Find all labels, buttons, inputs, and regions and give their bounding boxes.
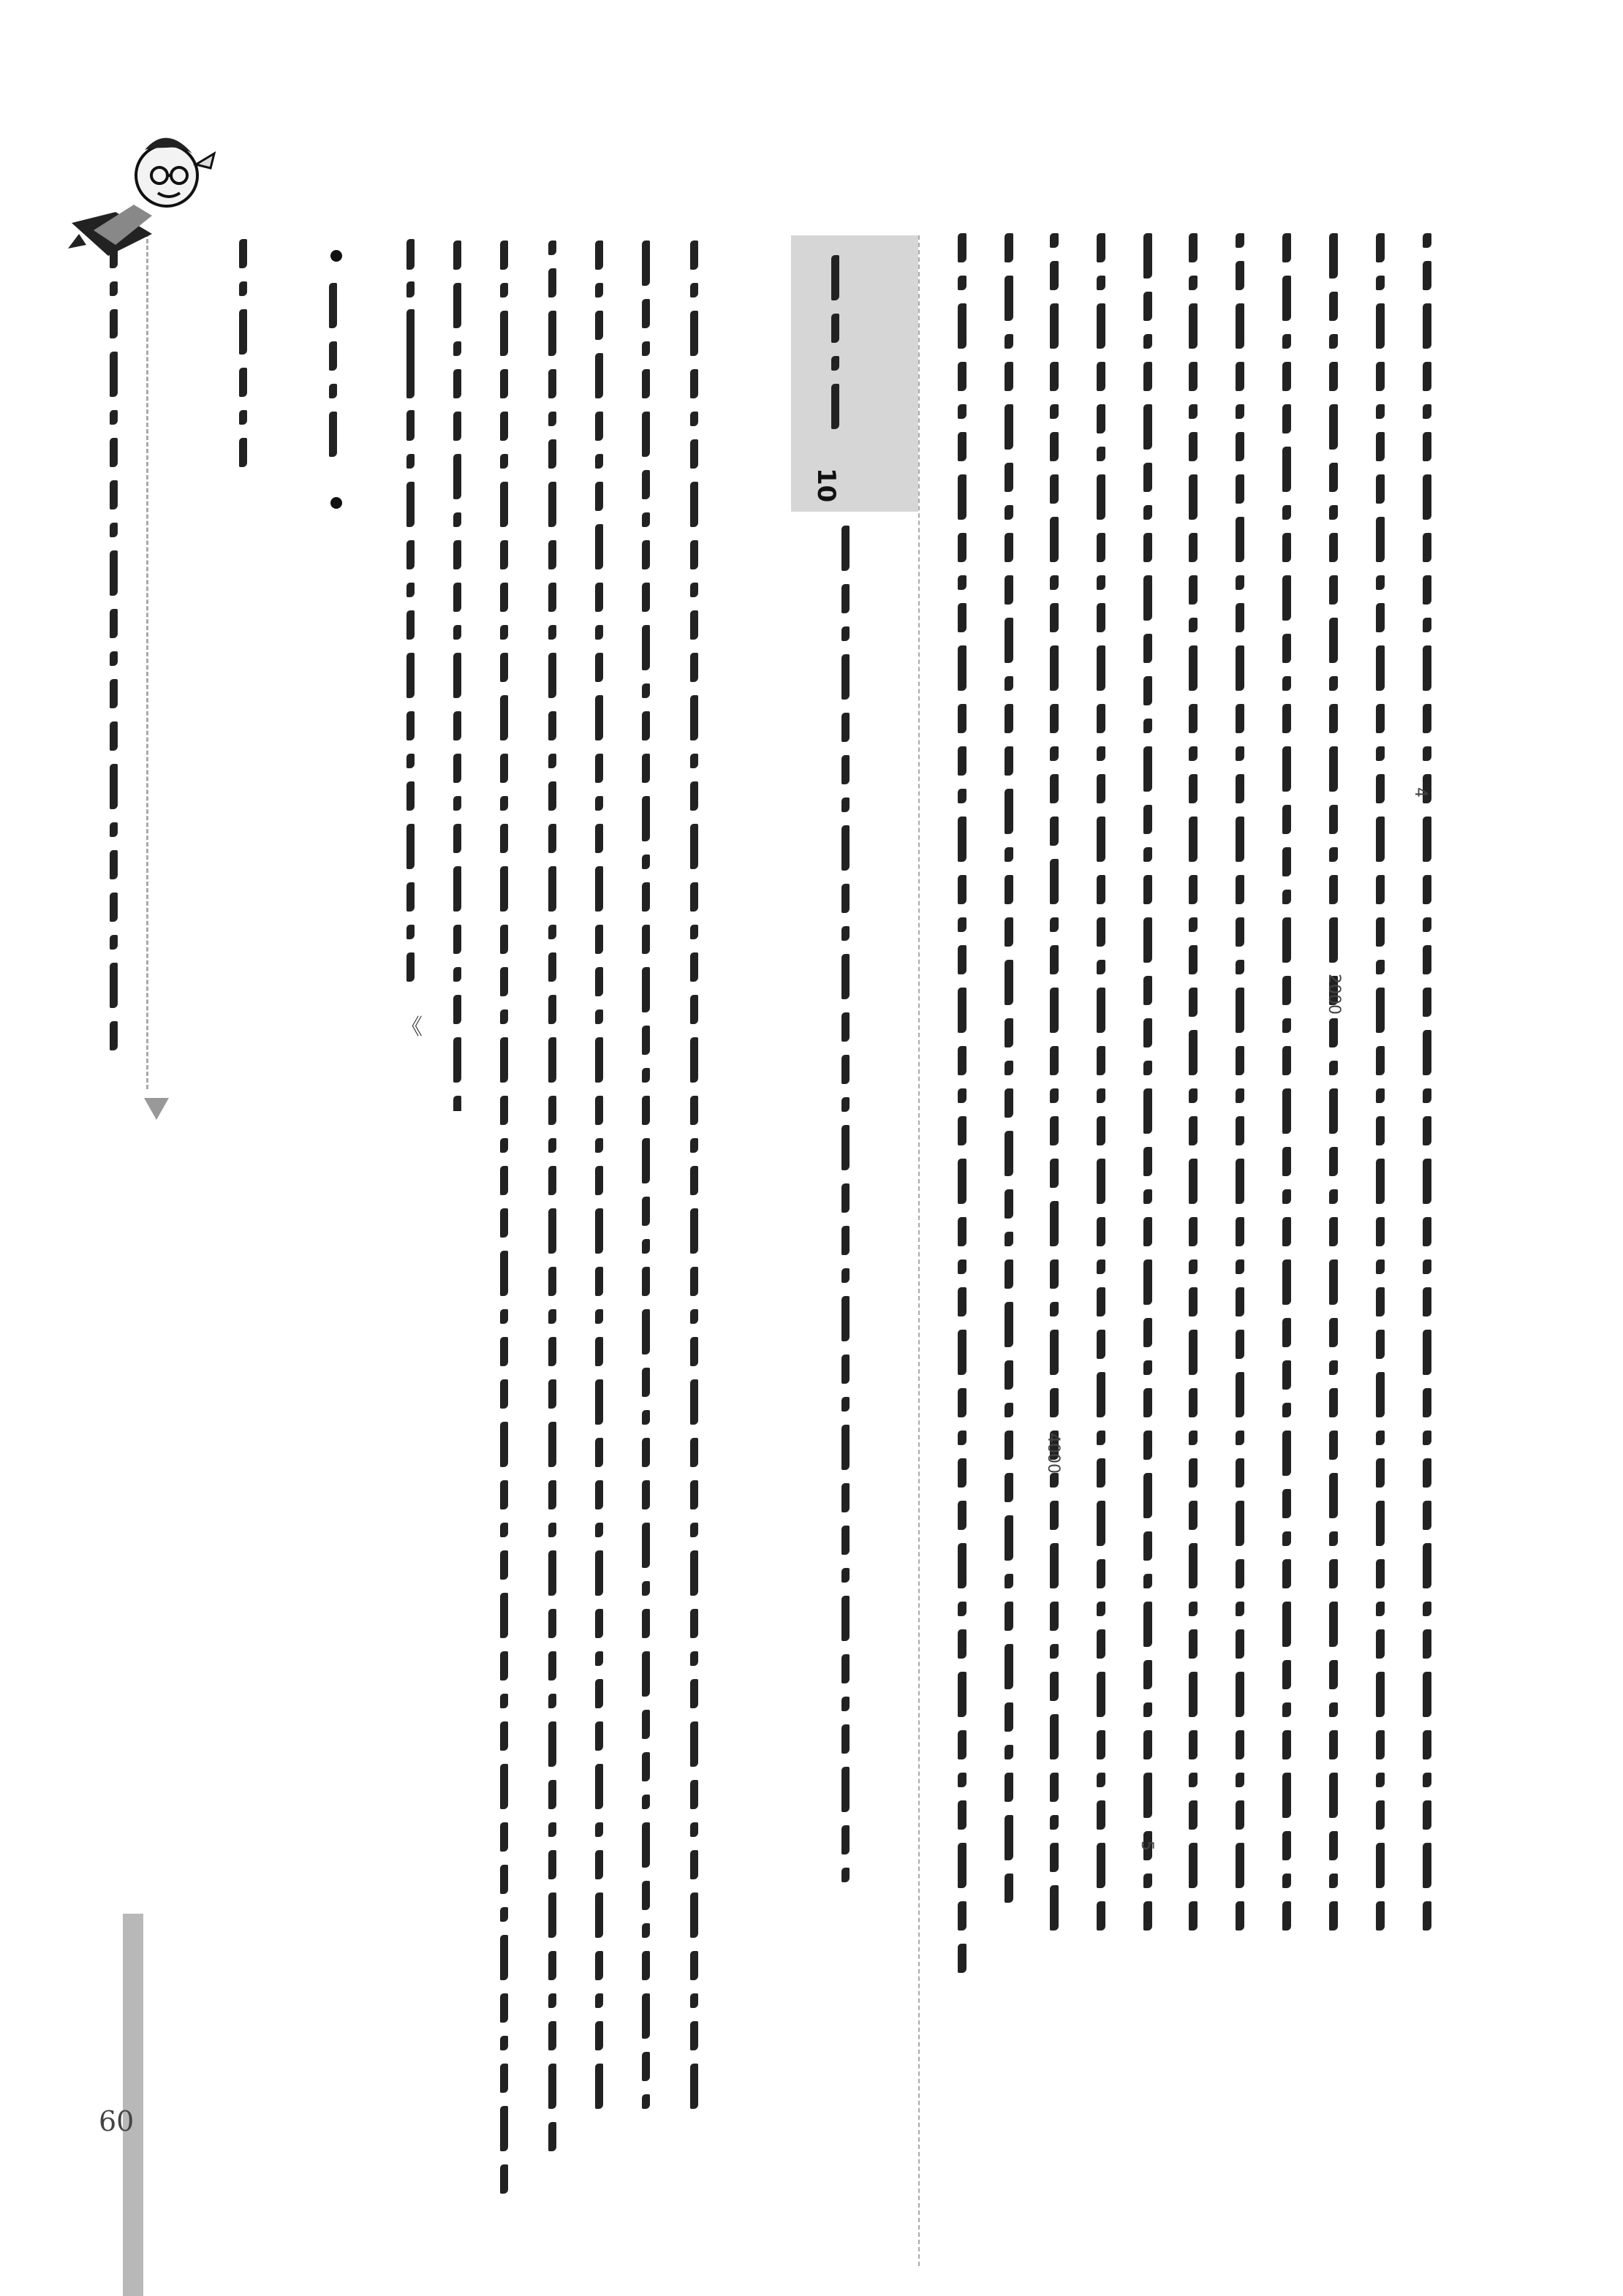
inline-number: 2000	[1325, 974, 1343, 1015]
paragraph-end-line	[234, 232, 251, 474]
paragraph-line	[447, 234, 466, 1111]
running-header	[105, 232, 122, 1095]
body-line	[1276, 227, 1295, 2266]
paragraph-line	[542, 234, 561, 2259]
section-number: 10	[812, 468, 841, 503]
body-line	[952, 227, 971, 2266]
inline-number: 5	[1138, 1841, 1156, 1851]
body-line	[1183, 227, 1202, 2266]
body-line	[999, 227, 1018, 2266]
section-number-box	[791, 235, 918, 512]
bullet-dot-icon	[330, 250, 342, 262]
paragraph-line	[589, 234, 608, 2259]
body-line	[1370, 227, 1389, 2266]
section-divider	[918, 235, 920, 2266]
body-line	[1044, 227, 1063, 2266]
quote-open-bracket: 《	[401, 1015, 423, 1040]
section-label	[825, 249, 847, 439]
triangle-marker-icon	[144, 1098, 169, 1120]
paragraph-line	[494, 234, 513, 2259]
bullet-dot-icon	[330, 497, 342, 509]
mascot-flying-child-icon	[64, 124, 218, 263]
inline-number: 4000	[1044, 1433, 1062, 1474]
section-title	[835, 519, 860, 2127]
bullet-item-1	[323, 276, 344, 466]
page-number: 60	[99, 2105, 135, 2137]
paragraph-line	[636, 234, 655, 2259]
body-line	[1417, 227, 1436, 2266]
header-divider	[146, 232, 148, 1089]
body-line	[1138, 227, 1157, 2266]
body-line	[1091, 227, 1110, 2266]
quote-text	[401, 234, 420, 994]
paragraph-line	[684, 234, 703, 2259]
inline-number: 4	[1411, 787, 1429, 797]
body-line	[1323, 227, 1342, 2266]
body-line	[1230, 227, 1249, 2266]
